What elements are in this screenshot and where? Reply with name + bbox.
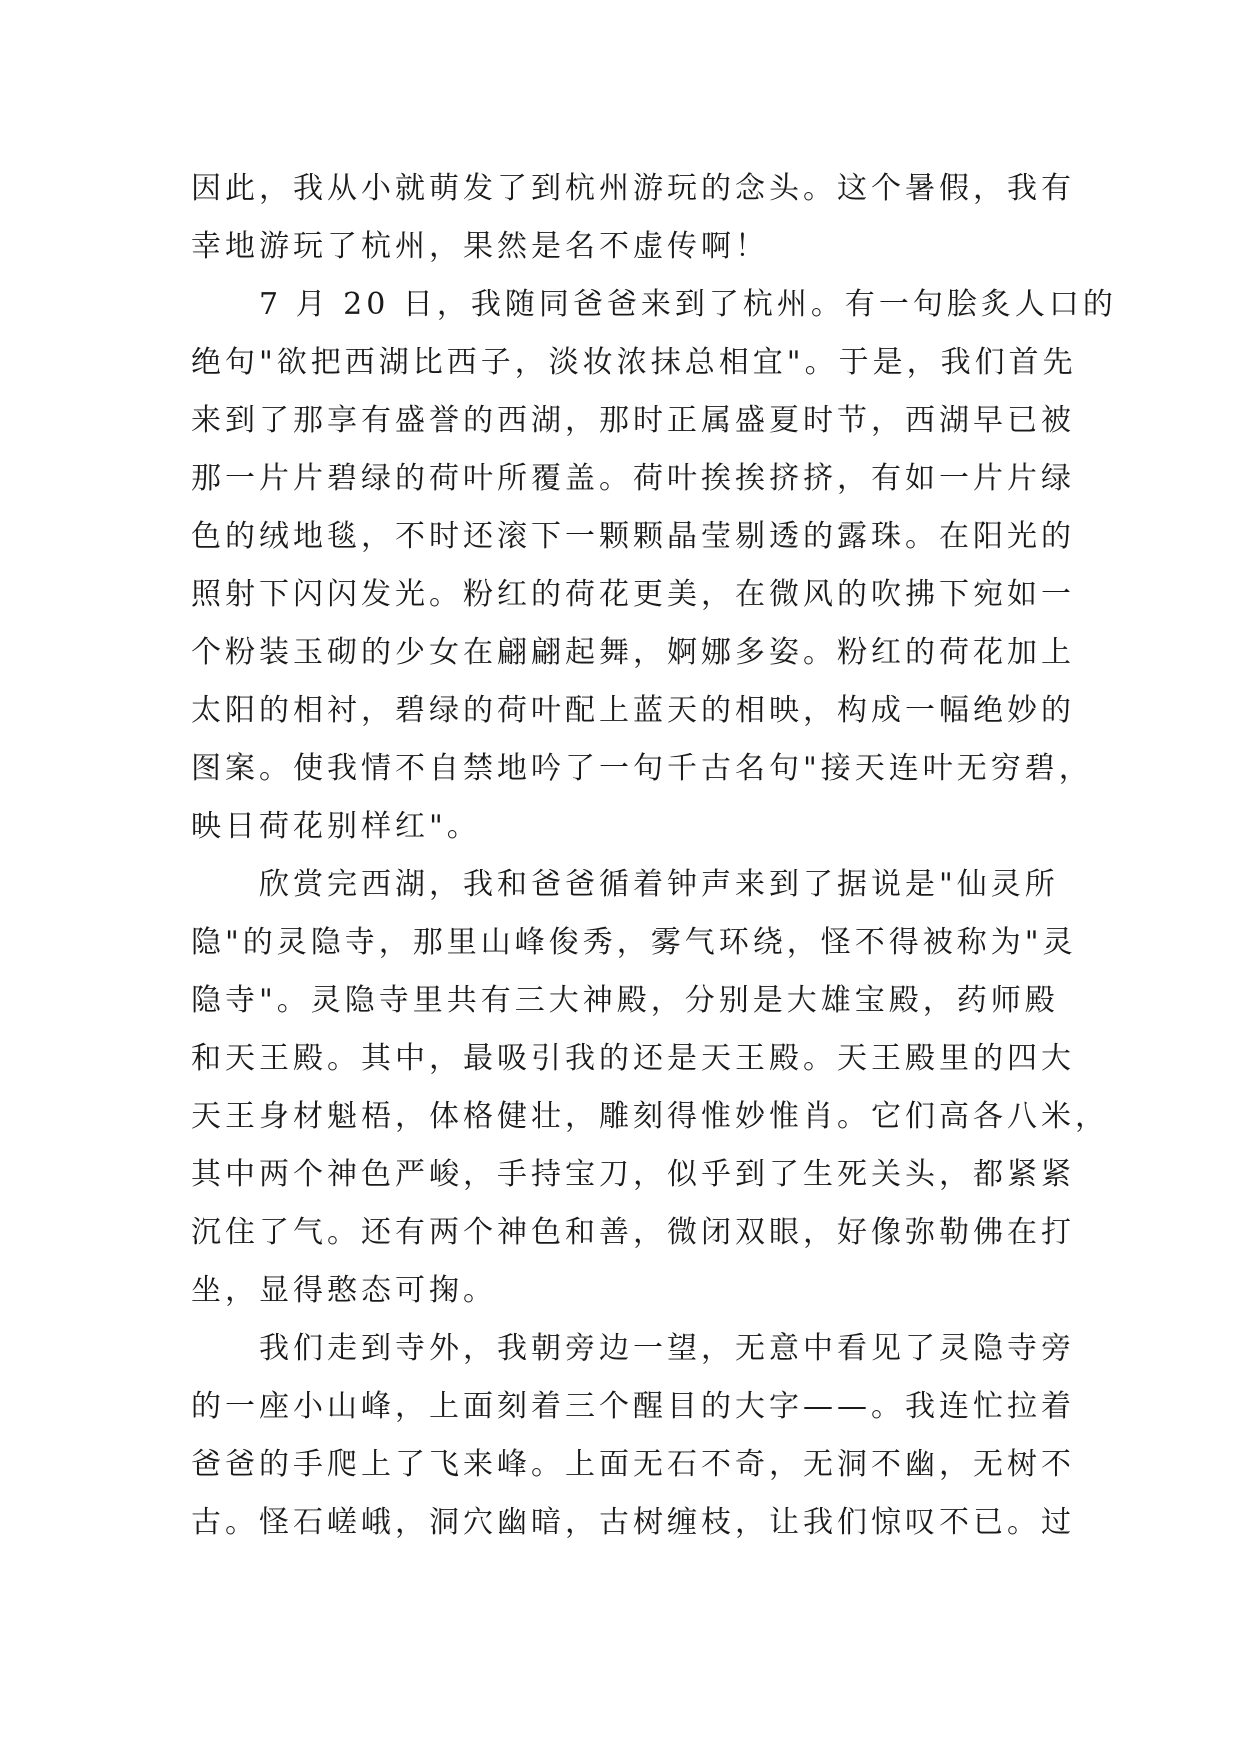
text-line: 其中两个神色严峻，手持宝刀，似乎到了生死关头，都紧紧 bbox=[191, 1157, 1075, 1192]
text-line: 太阳的相衬，碧绿的荷叶配上蓝天的相映，构成一幅绝妙的 bbox=[191, 693, 1075, 728]
text-line: 图案。使我情不自禁地吟了一句千古名句"接天连叶无穷碧， bbox=[191, 751, 1093, 786]
text-line: 沉住了气。还有两个神色和善，微闭双眼，好像弥勒佛在打 bbox=[191, 1215, 1075, 1250]
text-line: 的一座小山峰，上面刻着三个醒目的大字——。我连忙拉着 bbox=[191, 1389, 1075, 1424]
paragraph-first-line: 欣赏完西湖，我和爸爸循着钟声来到了据说是"仙灵所 bbox=[259, 867, 1059, 902]
paragraph-first-line: 我们走到寺外，我朝旁边一望，无意中看见了灵隐寺旁 bbox=[259, 1331, 1075, 1366]
text-line: 绝句"欲把西湖比西子，淡妆浓抹总相宜"。于是，我们首先 bbox=[191, 345, 1077, 380]
text-line: 因此，我从小就萌发了到杭州游玩的念头。这个暑假，我有 bbox=[191, 171, 1075, 206]
text-line: 隐"的灵隐寺，那里山峰俊秀，雾气环绕，怪不得被称为"灵 bbox=[191, 925, 1077, 960]
text-line: 隐寺"。灵隐寺里共有三大神殿，分别是大雄宝殿，药师殿 bbox=[191, 983, 1059, 1018]
text-line: 坐，显得憨态可掬。 bbox=[191, 1273, 497, 1308]
text-line: 幸地游玩了杭州，果然是名不虚传啊！ bbox=[191, 229, 769, 264]
text-line: 个粉装玉砌的少女在翩翩起舞，婀娜多姿。粉红的荷花加上 bbox=[191, 635, 1075, 670]
text-line: 那一片片碧绿的荷叶所覆盖。荷叶挨挨挤挤，有如一片片绿 bbox=[191, 461, 1075, 496]
text-line: 天王身材魁梧，体格健壮，雕刻得惟妙惟肖。它们高各八米， bbox=[191, 1099, 1109, 1134]
text-line: 色的绒地毯，不时还滚下一颗颗晶莹剔透的露珠。在阳光的 bbox=[191, 519, 1075, 554]
text-line: 爸爸的手爬上了飞来峰。上面无石不奇，无洞不幽，无树不 bbox=[191, 1447, 1075, 1482]
text-line: 来到了那享有盛誉的西湖，那时正属盛夏时节，西湖早已被 bbox=[191, 403, 1075, 438]
essay-body bbox=[191, 160, 1117, 1552]
paragraph-first-line: 7 月 20 日，我随同爸爸来到了杭州。有一句脍炙人口的 bbox=[259, 287, 1117, 322]
text-line: 映日荷花别样红"。 bbox=[191, 809, 481, 844]
text-line: 古。怪石嵯峨，洞穴幽暗，古树缠枝，让我们惊叹不已。过 bbox=[191, 1505, 1075, 1540]
text-line: 照射下闪闪发光。粉红的荷花更美，在微风的吹拂下宛如一 bbox=[191, 577, 1075, 612]
text-line: 和天王殿。其中，最吸引我的还是天王殿。天王殿里的四大 bbox=[191, 1041, 1075, 1076]
